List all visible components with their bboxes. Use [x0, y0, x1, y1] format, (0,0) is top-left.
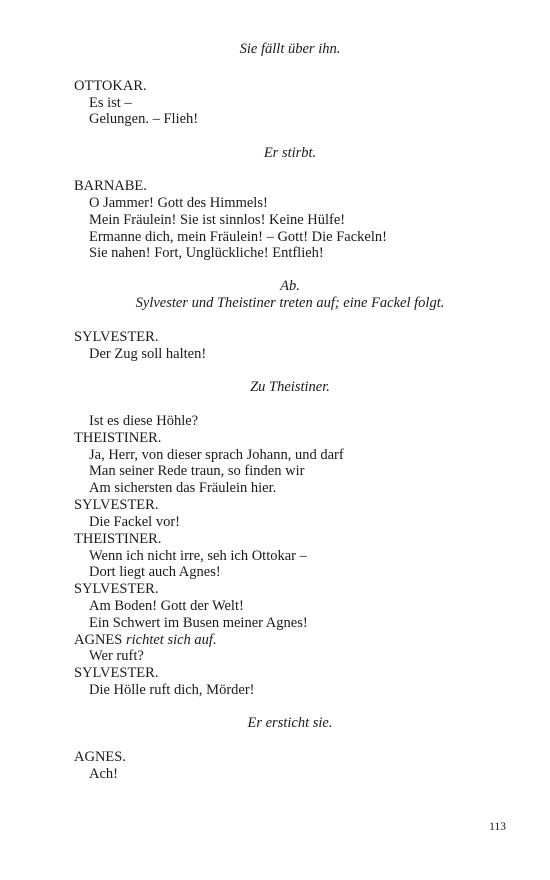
speaker-name: SYLVESTER.: [74, 497, 159, 513]
verse-line: Man seiner Rede traun, so finden wir: [89, 463, 305, 479]
speaker-name-text: AGNES: [74, 632, 123, 648]
verse-line: Am Boden! Gott der Welt!: [89, 598, 244, 614]
stage-direction: Er stirbt.: [263, 145, 317, 161]
stage-direction: Ab.: [280, 278, 300, 294]
verse-line: Ist es diese Höhle?: [89, 413, 199, 429]
speaker-name: SYLVESTER.: [74, 329, 159, 345]
verse-line: Der Zug soll halten!: [89, 346, 207, 362]
inline-stage-direction: richtet sich auf.: [125, 632, 217, 648]
verse-line: Dort liegt auch Agnes!: [89, 564, 221, 580]
verse-line: Ein Schwert im Busen meiner Agnes!: [89, 615, 308, 631]
speaker-name: SYLVESTER.: [74, 665, 159, 681]
verse-line: Ja, Herr, von dieser sprach Johann, und darf: [89, 447, 344, 463]
speaker-name: BARNABE.: [74, 178, 147, 194]
speaker-name: THEISTINER.: [74, 430, 162, 446]
speaker-name: [74, 632, 217, 649]
verse-line: Wenn ich nicht irre, seh ich Ottokar –: [89, 548, 307, 564]
speaker-name: OTTOKAR.: [74, 78, 147, 94]
verse-line: Es ist –: [89, 95, 132, 111]
verse-line: O Jammer! Gott des Himmels!: [89, 195, 268, 211]
speaker-name: SYLVESTER.: [74, 581, 159, 597]
verse-line: Am sichersten das Fräulein hier.: [89, 480, 277, 496]
verse-line: Mein Fräulein! Sie ist sinnlos! Keine Hülfe!: [89, 212, 346, 228]
verse-line: Ach!: [89, 766, 118, 782]
verse-line: Wer ruft?: [89, 648, 144, 664]
verse-line: Sie nahen! Fort, Unglückliche! Entflieh!: [89, 245, 324, 261]
page-number: 113: [489, 821, 506, 833]
verse-line: Gelungen. – Flieh!: [89, 111, 199, 127]
stage-direction: Zu Theistiner.: [250, 379, 330, 395]
verse-line: Ermanne dich, mein Fräulein! – Gott! Die Fackeln!: [89, 229, 387, 245]
stage-direction: Sylvester und Theistiner treten auf; eine Fackel folgt.: [135, 295, 445, 311]
verse-line: Die Fackel vor!: [89, 514, 180, 530]
speaker-name: AGNES.: [74, 749, 126, 765]
verse-line: Die Hölle ruft dich, Mörder!: [89, 682, 255, 698]
speaker-name: THEISTINER.: [74, 531, 162, 547]
stage-direction: Er ersticht sie.: [247, 715, 333, 731]
stage-direction: Sie fällt über ihn.: [239, 41, 341, 57]
